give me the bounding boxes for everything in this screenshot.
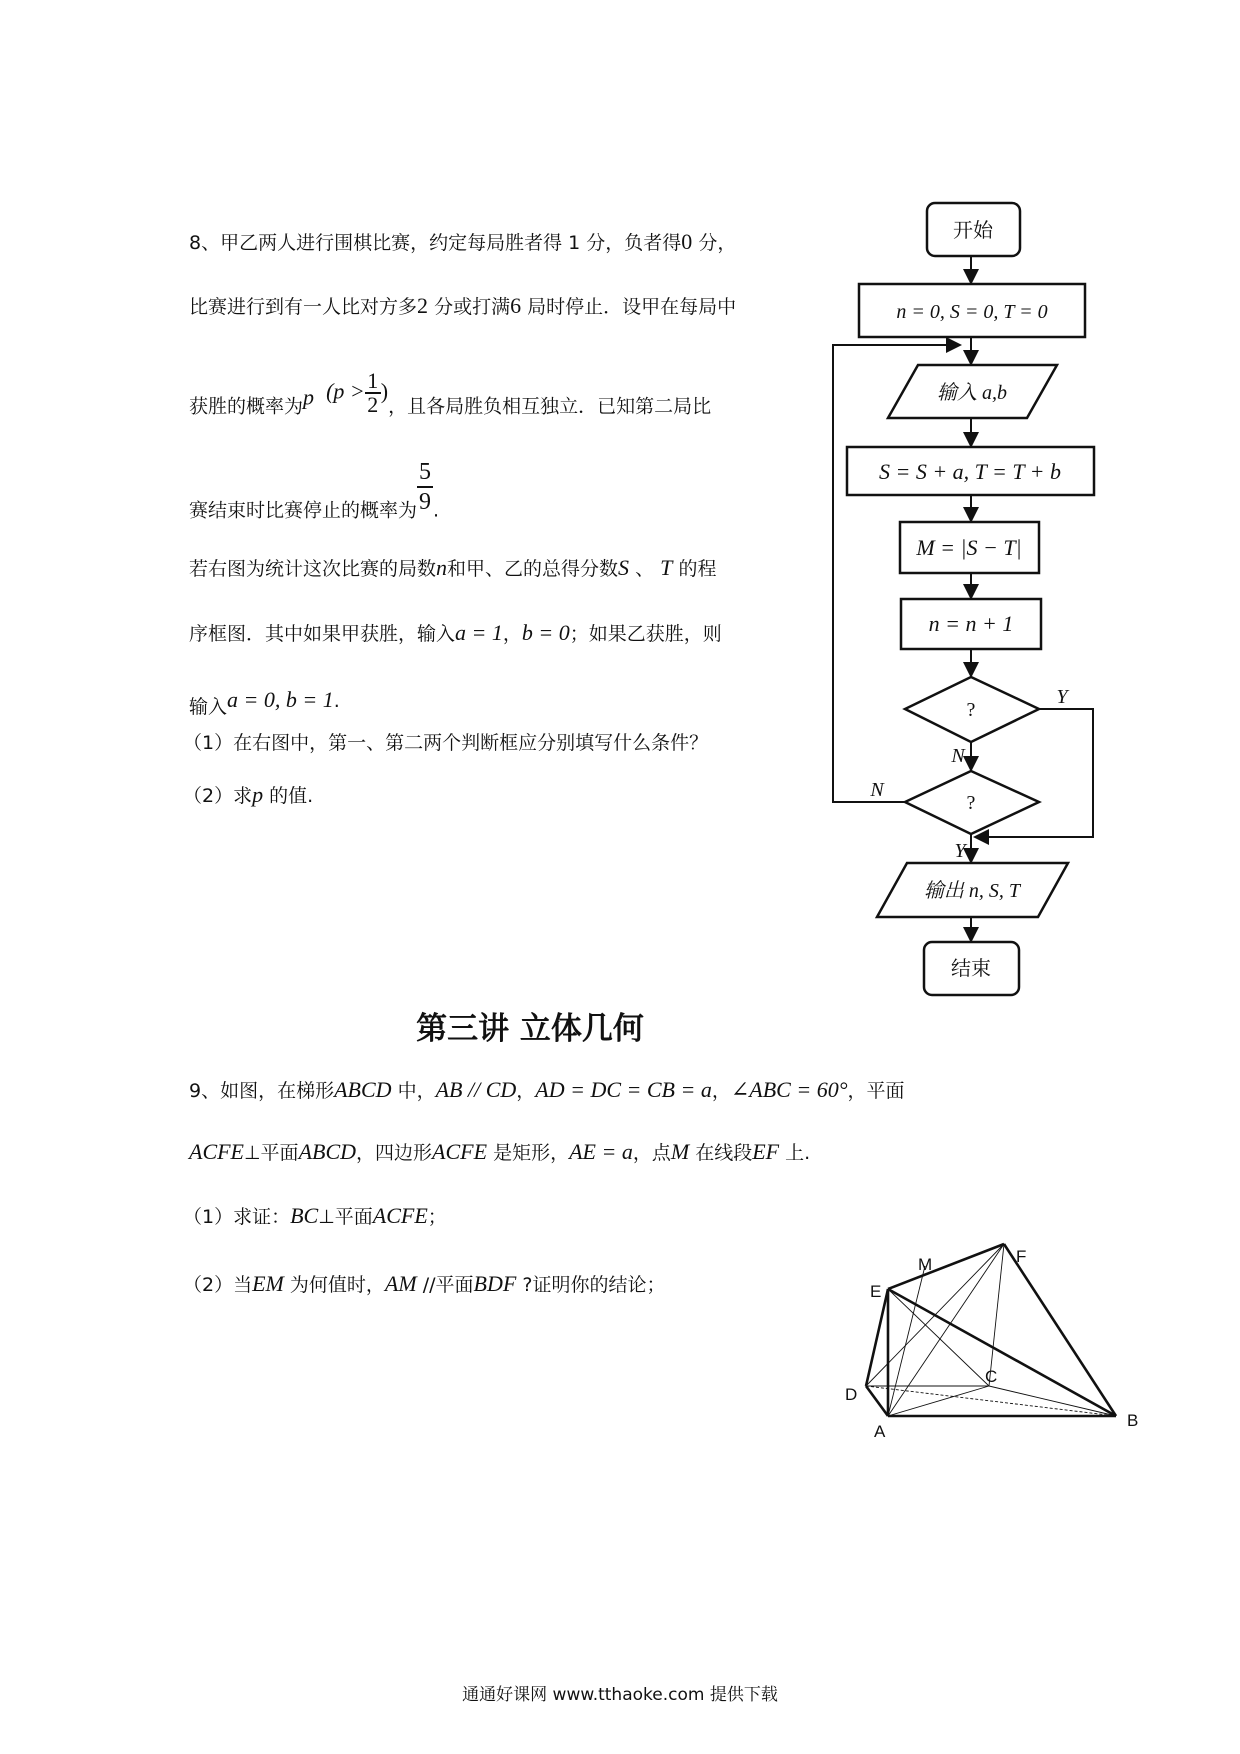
text: 在线段 bbox=[695, 1142, 753, 1164]
label-d: D bbox=[845, 1385, 858, 1404]
text: ，点 bbox=[632, 1142, 671, 1164]
label-e: E bbox=[870, 1282, 882, 1301]
text: 8、甲乙两人进行围棋比赛，约定每局胜者得 1 分，负者得 bbox=[189, 232, 682, 254]
text: ，平面 bbox=[847, 1080, 905, 1102]
math: T bbox=[660, 555, 673, 580]
text: 是矩形， bbox=[493, 1142, 570, 1164]
math: 6 bbox=[510, 293, 522, 318]
text: ⊥平面 bbox=[318, 1206, 373, 1228]
text: ； bbox=[427, 1206, 447, 1228]
condition-1-label: ? bbox=[966, 699, 976, 721]
condition-2-label: ? bbox=[966, 792, 976, 814]
text: 分， bbox=[698, 232, 737, 254]
text: 输入 bbox=[189, 696, 228, 718]
math: AD = DC = CB = a bbox=[535, 1077, 712, 1102]
text: 比赛进行到有一人比对方多 bbox=[189, 296, 418, 318]
numerator: 5 bbox=[419, 459, 432, 485]
math: p bbox=[303, 384, 315, 410]
denominator: 9 bbox=[419, 489, 432, 515]
section-title: 第三讲 立体几何 bbox=[416, 1011, 644, 1047]
text: . bbox=[433, 499, 440, 522]
text: （2）当 bbox=[183, 1274, 253, 1296]
text: 、 bbox=[635, 558, 655, 580]
math: S bbox=[618, 555, 630, 580]
start-label: 开始 bbox=[953, 220, 993, 242]
numerator: 1 bbox=[367, 368, 379, 393]
label-b: B bbox=[1127, 1411, 1139, 1430]
text: ，四边形 bbox=[356, 1142, 433, 1164]
text: ?证明你的结论； bbox=[522, 1274, 666, 1296]
math: a = 0, b = 1 bbox=[227, 687, 334, 712]
text: 分或打满 bbox=[434, 296, 511, 318]
increment-label: n = n + 1 bbox=[928, 611, 1014, 636]
text: ⊥平面 bbox=[244, 1142, 299, 1164]
text: ；如果乙获胜，则 bbox=[569, 623, 722, 645]
text: 上. bbox=[785, 1142, 811, 1164]
thin-edges bbox=[866, 1244, 1116, 1416]
math: ACFE bbox=[189, 1139, 244, 1164]
denominator: 2 bbox=[367, 392, 379, 417]
math: BC bbox=[290, 1203, 319, 1228]
output-label: 输出 n, S, T bbox=[923, 880, 1021, 902]
math: ) bbox=[380, 378, 389, 404]
text: 赛结束时比赛停止的概率为 bbox=[189, 499, 418, 522]
math: ABCD bbox=[334, 1077, 392, 1102]
yes-label-1: Y bbox=[1056, 686, 1068, 708]
math: EM bbox=[252, 1271, 284, 1296]
text: （1）求证： bbox=[183, 1206, 291, 1228]
footer: 通通好课网 www.tthaoke.com 提供下载 bbox=[462, 1685, 778, 1705]
math: M bbox=[670, 1139, 690, 1164]
math: (p > bbox=[326, 378, 365, 404]
update-label: S = S + a, T = T + b bbox=[878, 459, 1062, 484]
text: ， bbox=[516, 1080, 536, 1102]
m-label: M = |S − T| bbox=[916, 535, 1022, 560]
text: 为何值时， bbox=[289, 1274, 385, 1296]
math: EF bbox=[752, 1139, 780, 1164]
text: //平面 bbox=[422, 1274, 474, 1296]
text: 中， bbox=[397, 1080, 436, 1102]
text: 序框图．其中如果甲获胜，输入 bbox=[189, 623, 456, 645]
math: AB // CD bbox=[435, 1077, 517, 1102]
no-label-2: N bbox=[870, 779, 884, 801]
text: 局时停止．设甲在每局中 bbox=[527, 296, 737, 318]
math: ABCD bbox=[298, 1139, 357, 1164]
math: BDF bbox=[473, 1271, 517, 1296]
text: 9、如图，在梯形 bbox=[189, 1080, 335, 1102]
label-f: F bbox=[1016, 1247, 1027, 1266]
math: a = 1 bbox=[455, 620, 503, 645]
math: AM bbox=[384, 1271, 417, 1296]
text: 的值. bbox=[269, 785, 314, 807]
math: 2 bbox=[417, 293, 429, 318]
text: ， bbox=[502, 623, 522, 645]
math: ACFE bbox=[372, 1203, 428, 1228]
math: n bbox=[436, 555, 448, 580]
math: ACFE bbox=[432, 1139, 488, 1164]
math: ∠ABC = 60° bbox=[730, 1077, 848, 1102]
label-m: M bbox=[918, 1255, 933, 1274]
math: AE = a bbox=[569, 1139, 633, 1164]
text: 获胜的概率为 bbox=[189, 395, 304, 418]
text: ， bbox=[711, 1080, 731, 1102]
label-c: C bbox=[985, 1367, 998, 1386]
yes-label-2: Y bbox=[954, 840, 966, 862]
label-a: A bbox=[874, 1422, 886, 1441]
math: 0 bbox=[681, 229, 693, 254]
no-label-1: N bbox=[951, 745, 965, 767]
math: b = 0 bbox=[521, 620, 570, 645]
end-label: 结束 bbox=[951, 958, 991, 980]
text: 的程 bbox=[678, 558, 717, 580]
text: 和甲、乙的总得分数 bbox=[447, 558, 619, 580]
text: . bbox=[333, 690, 340, 712]
q8-sub-1: （1）在右图中，第一、第二两个判断框应分别填写什么条件？ bbox=[183, 732, 709, 754]
text: 若右图为统计这次比赛的局数 bbox=[189, 558, 437, 580]
input-label: 输入 a,b bbox=[937, 382, 1007, 404]
init-label: n = 0, S = 0, T = 0 bbox=[896, 301, 1048, 323]
text: （2）求 bbox=[183, 785, 253, 807]
text: ，且各局胜负相互独立．已知第二局比 bbox=[388, 395, 712, 418]
math: p bbox=[252, 782, 264, 807]
